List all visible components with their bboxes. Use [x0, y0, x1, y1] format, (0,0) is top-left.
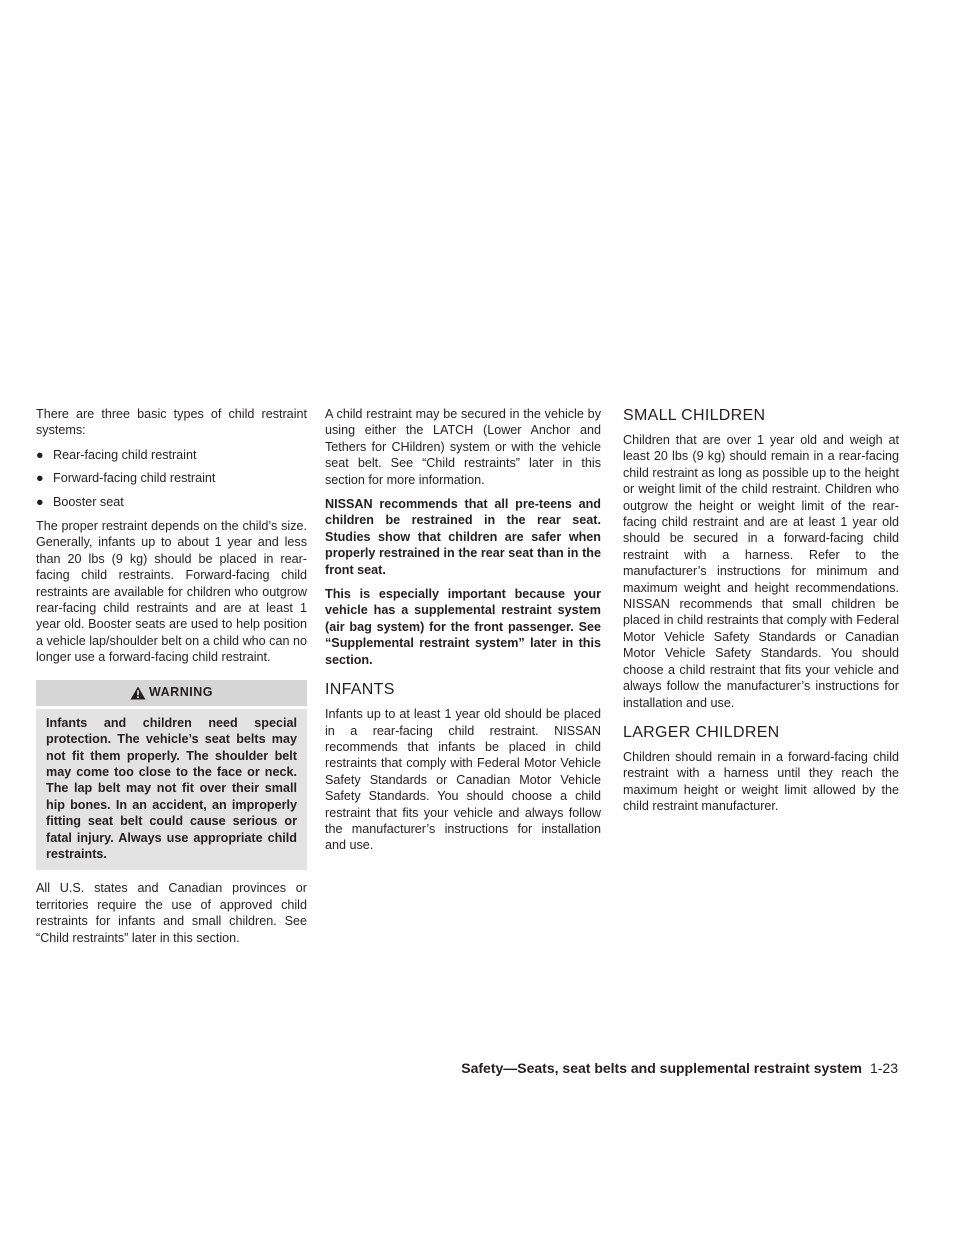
- bullet-icon: ●: [36, 471, 44, 486]
- legal-requirements-paragraph: All U.S. states and Canadian provinces or territories require the use of approved child restraints for infants and small children. See “Child restraints” later in this section.: [36, 881, 307, 945]
- left-column: [36, 406, 307, 954]
- list-item: ● Rear-facing child restraint: [36, 447, 197, 462]
- latch-paragraph: A child restraint may be secured in the vehicle by using either the LATCH (Lower Anchor and Tethers for CHildren) system or with the vehicle seat belt. See “Child restraints” later in this section for more information.: [325, 407, 601, 487]
- list-item: ● Forward-facing child restraint: [36, 471, 216, 486]
- warning-text: Infants and children need special protection. The vehicle’s seat belts may not fit them properly. The shoulder belt may come too close to the face or neck. The lap belt may not fit over their small hip bones. In an accident, an improperly fitting seat belt could cause serious or fatal injury. Always use appropriate child restraints.: [36, 709, 307, 871]
- infants-heading: INFANTS: [325, 681, 395, 699]
- list-item: ● Booster seat: [36, 494, 124, 509]
- bullet-icon: ●: [36, 494, 44, 509]
- rear-seat-recommendation: NISSAN recommends that all pre-teens and children be restrained in the rear seat. Studies show that children are safer when properly restrained in the rear seat than in the front seat.: [325, 497, 601, 577]
- middle-column: [325, 406, 601, 862]
- bullet-icon: ●: [36, 447, 44, 462]
- intro-paragraph: There are three basic types of child restraint systems:: [36, 407, 307, 438]
- warning-header: [36, 680, 307, 706]
- small-children-heading: SMALL CHILDREN: [623, 407, 766, 424]
- air-bag-notice: This is especially important because your vehicle has a supplemental restraint system (air bag system) for the front passenger. See “Supplemental restraint system” later in this section.: [325, 587, 601, 667]
- footer-section-title: Safety—Seats, seat belts and supplemental restraint system: [461, 1060, 862, 1076]
- warning-icon: [130, 686, 146, 700]
- warning-title: WARNING: [149, 685, 213, 700]
- right-column: [623, 406, 899, 823]
- warning-box: [36, 680, 307, 871]
- page-number: 1-23: [869, 1060, 898, 1076]
- larger-children-heading: LARGER CHILDREN: [623, 723, 780, 741]
- larger-children-paragraph: Children should remain in a forward-facing child restraint with a harness until they reach the maximum height or weight limit allowed by the child restraint manufacturer.: [623, 749, 899, 814]
- small-children-paragraph: Children that are over 1 year old and weigh at least 20 lbs (9 kg) should remain in a rear-facing child restraint as long as possible up to the height or weight limit of the child restraint. Children who outgrow the height or weight limit of the rear-facing child restraint and are at least 1 year old should be secured in a forward-facing child restraint with a harness. Refer to the manufacturer’s instructions for minimum and maximum weight and height recommendations. NISSAN recommends that small children be placed in child restraints that comply with Federal Motor Vehicle Safety Standards or Canadian Motor Vehicle Safety Standards. You should choose a child restraint that fits your vehicle and always follow the manufacturer’s instructions for installation and use.: [623, 433, 899, 710]
- restraint-size-paragraph: The proper restraint depends on the child’s size. Generally, infants up to about 1 year and less than 20 lbs (9 kg) should be placed in rear-facing child restraints. Forward-facing child restraints are available for children who outgrow rear-facing child restraints and are at least 1 year old. Booster seats are used to help position a vehicle lap/shoulder belt on a child who can no longer use a forward-facing child restraint.: [36, 519, 307, 665]
- infants-paragraph: Infants up to at least 1 year old should be placed in a rear-facing child restraint. NISSAN recommends that infants be placed in child restraints that comply with Federal Motor Vehicle Safety Standards or Canadian Motor Vehicle Safety Standards. You should choose a child restraint that fits your vehicle and always follow the manufacturer’s instructions for installation and use.: [325, 707, 601, 853]
- restraint-types-list: [36, 447, 307, 510]
- page-footer: [461, 1059, 898, 1077]
